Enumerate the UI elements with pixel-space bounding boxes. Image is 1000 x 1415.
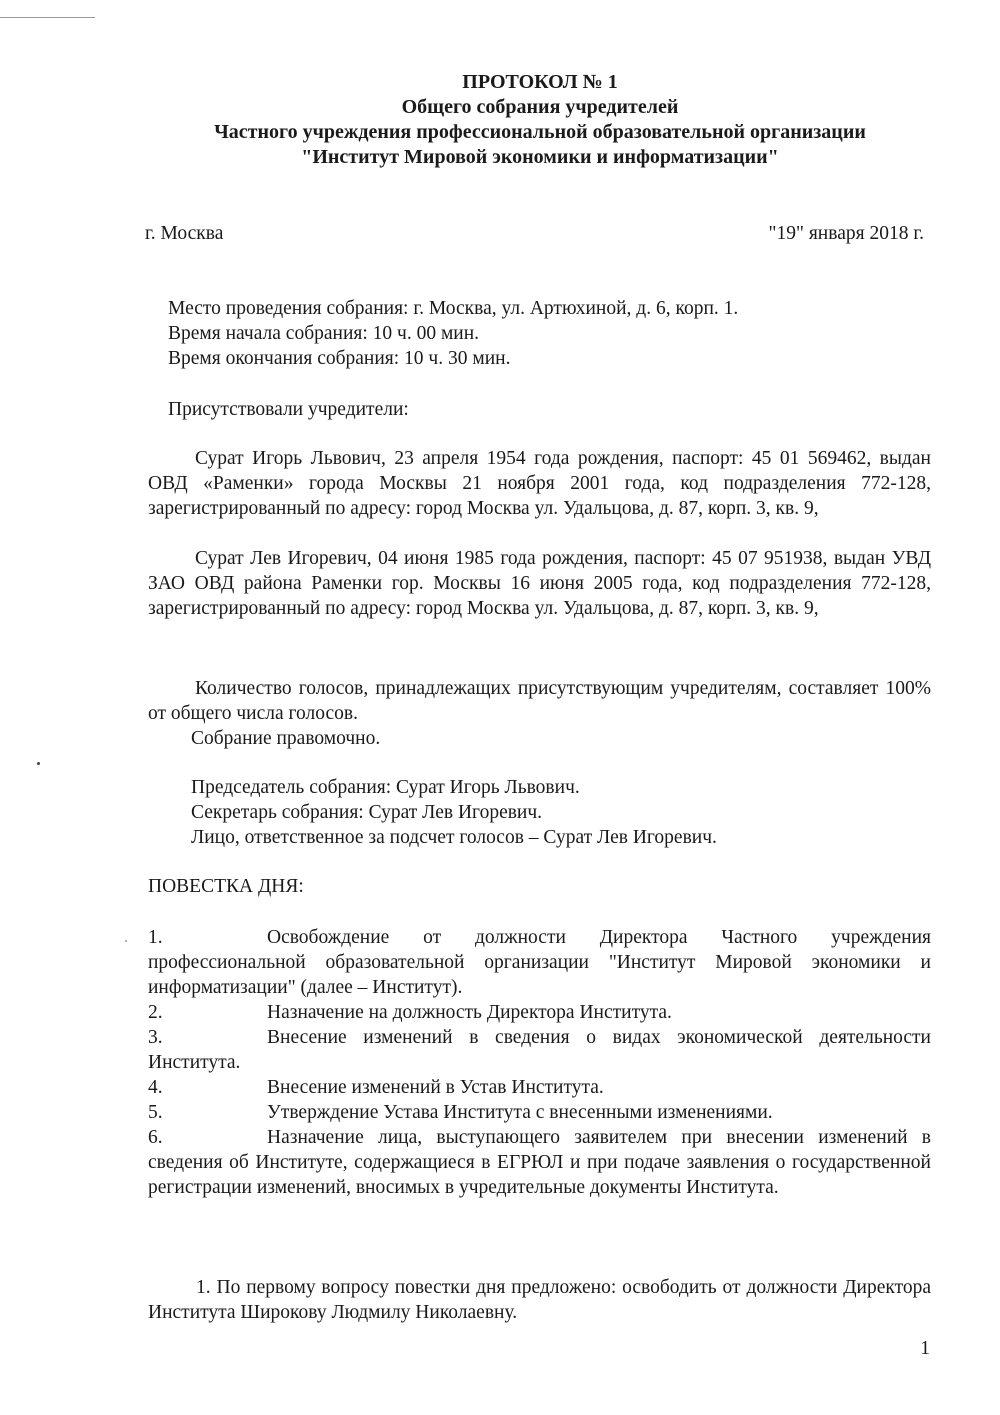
- agenda-list: [148, 925, 931, 1200]
- start-time: Время начала собрания: 10 ч. 00 мин.: [168, 323, 480, 344]
- decision-paragraph: 1. По первому вопросу повестки дня предложено: освободить от должности Директора Института Широкову Людмилу Николаевну.: [148, 1277, 931, 1323]
- meeting-details: [168, 296, 738, 371]
- agenda-item-text: Внесение изменений в Устав Института.: [267, 1077, 604, 1098]
- scan-artifact-line: [0, 17, 95, 18]
- agenda-item-number: 3.: [148, 1027, 163, 1048]
- agenda-item: [148, 1100, 931, 1125]
- title-line: "Институт Мировой экономики и информатизации": [301, 146, 779, 168]
- chairman: Председатель собрания: Сурат Игорь Львович.: [191, 777, 580, 798]
- secretary: Секретарь собрания: Сурат Лев Игоревич.: [191, 802, 543, 823]
- document-title: [0, 70, 1000, 170]
- founder-paragraph: Сурат Игорь Львович, 23 апреля 1954 года рождения, паспорт: 45 01 569462, выдан ОВД «Раменки» города Москвы 21 ноября 2001 года, код подразделения 772-128, зарегистрированный по адресу: город Москва ул. Удальцова, д. 87, корп. 3, кв. 9,: [148, 448, 931, 519]
- agenda-item-text: Назначение на должность Директора Института.: [267, 1002, 672, 1023]
- title-line: ПРОТОКОЛ № 1: [462, 71, 618, 93]
- title-line: Общего собрания учредителей: [401, 96, 679, 118]
- agenda-item-text: Утверждение Устава Института с внесенными изменениями.: [267, 1102, 773, 1123]
- meeting-officers: [191, 775, 717, 850]
- agenda-item: [148, 1000, 931, 1025]
- document-date: "19" января 2018 г.: [768, 223, 924, 244]
- agenda-item-text: Освобождение от должности Директора Частного учреждения профессиональной образовательной организации "Институт Мировой экономики и информатизации" (далее – Институт).: [148, 927, 931, 998]
- quorum-statement: Собрание правомочно.: [191, 728, 381, 749]
- page-number: 1: [920, 1338, 930, 1359]
- agenda-item: [148, 925, 931, 1000]
- agenda-item-number: 2.: [148, 1002, 163, 1023]
- agenda-item-number: 6.: [148, 1127, 163, 1148]
- agenda-item-number: 4.: [148, 1077, 163, 1098]
- scan-speck: [125, 940, 127, 942]
- agenda-heading: ПОВЕСТКА ДНЯ:: [148, 876, 304, 897]
- agenda-item: [148, 1025, 931, 1075]
- title-line: Частного учреждения профессиональной образовательной организации: [214, 121, 866, 143]
- agenda-item-text: Внесение изменений в сведения о видах экономической деятельности Института.: [148, 1027, 931, 1073]
- agenda-item-number: 1.: [148, 927, 163, 948]
- city: г. Москва: [145, 223, 224, 244]
- agenda-item-number: 5.: [148, 1102, 163, 1123]
- votes-paragraph: Количество голосов, принадлежащих присутствующим учредителям, составляет 100% от общего числа голосов.: [148, 678, 931, 724]
- scan-speck: [37, 762, 40, 765]
- agenda-item: [148, 1075, 931, 1100]
- agenda-item-text: Назначение лица, выступающего заявителем при внесении изменений в сведения об Институте, содержащиеся в ЕГРЮЛ и при подаче заявления о государственной регистрации изменений, вносимых в учредительные документы Института.: [148, 1127, 931, 1198]
- end-time: Время окончания собрания: 10 ч. 30 мин.: [168, 348, 511, 369]
- vote-counter: Лицо, ответственное за подсчет голосов – Сурат Лев Игоревич.: [191, 827, 717, 848]
- founder-paragraph: Сурат Лев Игоревич, 04 июня 1985 года рождения, паспорт: 45 07 951938, выдан УВД ЗАО ОВД района Раменки гор. Москвы 16 июня 2005 года, код подразделения 772-128, зарегистрированный по адресу: город Москва ул. Удальцова, д. 87, корп. 3, кв. 9,: [148, 548, 931, 619]
- agenda-item: [148, 1125, 931, 1200]
- meeting-place: Место проведения собрания: г. Москва, ул. Артюхиной, д. 6, корп. 1.: [168, 298, 739, 319]
- present-heading: Присутствовали учредители:: [168, 399, 409, 420]
